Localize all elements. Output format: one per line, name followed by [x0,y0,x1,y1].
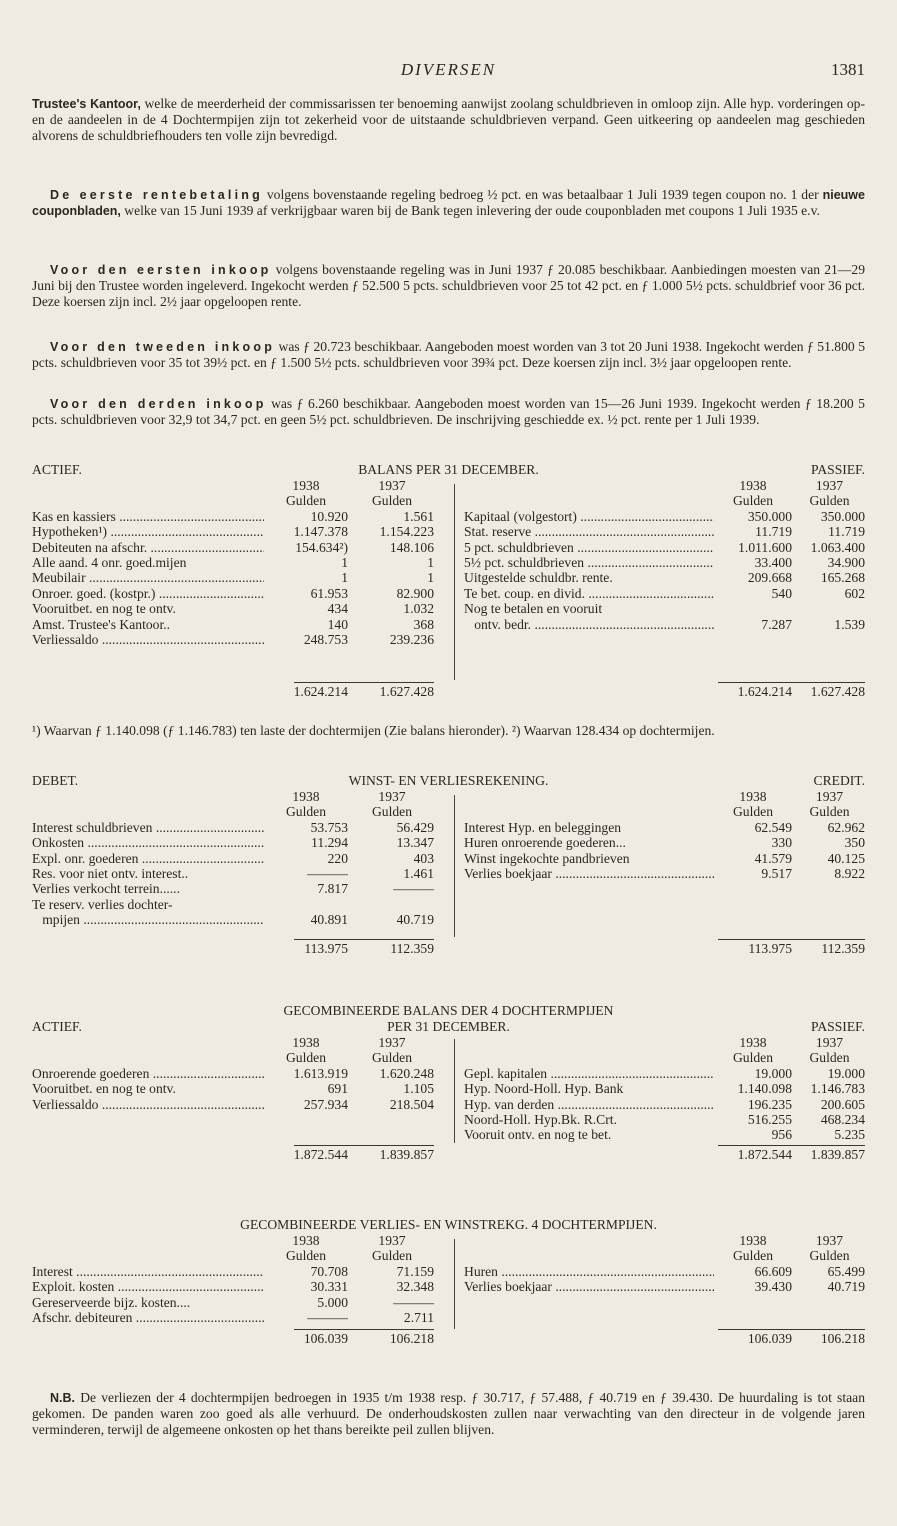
sum-rule [294,1329,434,1330]
row-label: Vooruit ontv. en nog te bet. [464,1127,612,1143]
table-row [32,1066,434,1081]
cell-value: 434 [327,601,348,617]
cell-value: 1 [427,554,434,570]
row-label: Kapitaal (volgestort) ..... [464,509,714,524]
row-label: Hyp. Noord-Holl. Hyp. Bank [464,1081,624,1097]
cell-value: ——— [393,1294,434,1310]
table-row [32,601,434,616]
rente-bold: nieuwe couponbladen, [32,188,865,219]
table-row [464,509,865,524]
cell-value: 468.234 [820,1111,865,1127]
table-row [464,540,865,555]
inkoop1-spaced: Voor den eersten inkoop [50,263,272,277]
row-label: Interest Hyp. en beleggingen [464,819,622,835]
cell-value: 209.668 [747,570,792,586]
cell-value: 40.891 [310,912,348,928]
table-row [464,1127,865,1142]
table-row [464,1097,865,1112]
cell-value: 1.839.857 [379,1147,434,1162]
cell-value: 56.429 [396,819,434,835]
row-label: Verlies verkocht terrein...... [32,881,180,897]
cell-value: 65.499 [827,1263,865,1279]
table-row [464,1066,865,1081]
rente-text-1: volgens bovenstaande regeling bedroeg ½ pct. en was betaalbaar 1 Juli 1939 tegen coupon no. 1 der [262,187,823,202]
cell-value: 82.900 [396,585,434,601]
balance-sheet [32,462,865,700]
row-label: Huren ..... [464,1264,714,1279]
row-label: Afschr. debiteuren ..... [32,1310,264,1325]
inkoop1-text: volgens bovenstaande regeling was in Juni 1937 ƒ 20.085 beschikbaar. Aanbiedingen moesten van 21—29 Juni bij den Trustee worden ingeleverd. Ingekocht werden ƒ 52.500 5 pcts. schuldbrieven voor 25 tot 42 pct. en ƒ 1.000 5½ pcts. schuldbrief voor 36 pct. Deze koersen zijn incl. 2½ jaar opgeloopen rente. [32,262,865,309]
rente-paragraph [32,187,865,220]
balans-title: BALANS PER 31 DECEMBER. [358,462,539,477]
cell-value: 1.140.098 [737,1081,792,1097]
cell-value: Gulden [732,493,774,509]
row-label: Onroer. goed. (kostpr.) ..... [32,586,264,601]
profit-loss-account [32,773,865,957]
cell-value: 34.900 [827,554,865,570]
row-label: Alle aand. 4 onr. goed.mijen [32,554,187,570]
row-label: Onkosten ..... [32,835,264,850]
table-row [32,866,434,881]
table-row [464,601,865,616]
row-label: 5 pct. schuldbrieven ..... [464,540,714,555]
row-label: Noord-Holl. Hyp.Bk. R.Crt. [464,1111,617,1127]
cell-value: 5.235 [834,1127,865,1143]
table-row [464,820,865,835]
cell-value: Gulden [809,804,850,820]
cell-value: 1.146.783 [810,1081,865,1097]
row-label: Onroerende goederen ..... [32,1066,264,1081]
gbal-title-line1: GECOMBINEERDE BALANS DER 4 DOCHTERMPIJEN [283,1003,614,1018]
year-header: 1937 [378,478,406,493]
cell-value: 7.287 [761,616,792,632]
table-row [464,617,865,632]
nb-text: De verliezen der 4 dochtermpijen bedroegen in 1935 t/m 1938 resp. ƒ 30.717, ƒ 57.488, ƒ 40.719 en ƒ 39.430. De huurdaling is tot staan gekomen. De panden waren zoo goed als alle verhuurd. De onderhoudskosten zullen naar verwachting van den directeur in de volgende jaren verminderen, terwijl de algemeene onkosten op het thans bereikte peil zullen blijven. [32,1390,865,1437]
column-divider [454,795,455,937]
cell-value: Gulden [732,1050,774,1066]
table-row [464,1112,865,1127]
cell-value: 1938 [292,1035,320,1050]
row-label: Uitgestelde schuldbr. rente. [464,570,613,586]
table-row [464,524,865,539]
total-1938: 1.624.214 [293,684,348,699]
cell-value: 1.872.544 [293,1147,348,1162]
row-label: Vooruitbet. en nog te ontv. [32,601,176,617]
cell-value: 40.125 [827,850,865,866]
table-row [32,1081,434,1096]
inkoop2-paragraph [32,339,865,371]
cell-value: 1.561 [403,508,434,524]
cell-value: 1 [341,570,348,586]
cell-value: 61.953 [310,585,348,601]
intro-paragraph [32,96,865,143]
cell-value: 1937 [815,478,844,493]
table-row [32,509,434,524]
row-label: Interest ..... [32,1264,264,1279]
table-row [464,1081,865,1096]
table-row [32,540,434,555]
cell-value: 1.613.919 [293,1065,348,1081]
cell-value: 1938 [739,1233,767,1248]
rente-text-2: welke van 15 Juni 1939 af verkrijgbaar waren bij de Bank tegen inlevering der oude couponbladen met coupons 1 Juli 1935 e.v. [120,203,820,219]
cell-value: 1 [341,554,348,570]
cell-value: 39.430 [754,1279,792,1295]
cell-value: 196.235 [747,1096,792,1112]
cell-value: 350.000 [747,508,792,524]
cell-value: 19.000 [754,1065,792,1081]
cell-value: 1937 [378,1035,406,1050]
cell-value: 1937 [815,1035,844,1050]
cell-value: 148.106 [389,539,434,555]
inkoop2-spaced: Voor den tweeden inkoop [50,340,276,354]
row-label: Verlies boekjaar ..... [464,1279,714,1294]
wv-left-title: DEBET. [32,773,79,788]
cell-value: 1.539 [834,616,865,632]
gvw-debet [32,1233,434,1325]
cell-value: 257.934 [303,1096,348,1112]
cell-value: 220 [327,850,348,866]
cell-value: 9.517 [761,865,792,881]
cell-value: 106.039 [747,1331,792,1346]
cell-value: 1938 [739,478,767,493]
row-label: ontv. bedr. ..... [464,617,714,632]
cell-value: 1937 [378,1233,406,1248]
row-label: Huren onroerende goederen... [464,835,626,851]
cell-value: 13.347 [396,835,434,851]
cell-value: 1.154.223 [379,524,434,540]
table-row [32,897,434,912]
cell-value: 403 [413,850,434,866]
sum-rule [718,682,865,683]
cell-value: 165.268 [820,570,865,586]
row-label: Exploit. kosten ..... [32,1279,264,1294]
row-label: Res. voor niet ontv. interest.. [32,865,189,881]
sum-rule [294,1145,434,1146]
cell-value: Gulden [371,1248,413,1264]
sum-rule [718,1329,865,1330]
sum-rule [294,682,434,683]
table-row [32,1295,434,1310]
cell-value: 112.359 [821,941,865,956]
cell-value: 113.975 [304,941,348,956]
row-label: Hyp. van derden ..... [464,1097,714,1112]
cell-value: 1937 [378,789,406,804]
gvw-title: GECOMBINEERDE VERLIES- EN WINSTREKG. 4 DOCHTERMPIJEN. [240,1217,657,1232]
year-header: 1938 [292,478,320,493]
column-divider [454,484,455,680]
cell-value: 10.920 [310,508,348,524]
cell-value: 106.218 [820,1331,865,1346]
page-number: 1381 [831,60,865,79]
table-row [32,851,434,866]
table-row [464,586,865,601]
inkoop3-text: was ƒ 6.260 beschikbaar. Aangeboden moest worden van 15—26 Juni 1939. Ingekocht werden ƒ 18.200 5 pcts. schuldbrieven voor 32,9 tot 34,7 pct. en geen 5½ pct. schuldbrieven. De inschrijving geschiedde ex. ½ pct. rente per 1 Juli 1939. [32,396,865,428]
column-divider [454,1039,455,1143]
cell-value: 516.255 [747,1111,792,1127]
row-label: Verliessaldo ..... [32,632,264,647]
column-divider [454,1239,455,1329]
cell-value: 62.962 [827,819,865,835]
total-1937: 1.627.428 [810,684,865,699]
wv-right-title: CREDIT. [813,773,865,788]
inkoop3-spaced: Voor den derden inkoop [50,397,267,411]
cell-value: ——— [307,1309,348,1325]
table-row [32,1279,434,1294]
cell-value: 200.605 [820,1096,865,1112]
inkoop2-text: was ƒ 20.723 beschikbaar. Aangeboden moest worden van 3 tot 20 Juni 1938. Ingekocht werden ƒ 51.800 5 pcts. schuldbrieven voor 35 tot 39½ pct. en ƒ 1.500 5½ pcts. schuldbrieven voor 39¾ pct. Deze koersen zijn incl. 3½ jaar opgeloopen rente. [32,339,865,371]
cell-value: 140 [327,616,348,632]
section-title: DIVERSEN [400,60,497,79]
wv-totals [32,941,865,957]
cell-value: 350 [844,835,865,851]
cell-value: 19.000 [827,1065,865,1081]
cell-value: Gulden [732,804,774,820]
sum-rule [294,939,434,940]
table-row [32,912,434,927]
balans-right-title: PASSIEF. [811,462,865,477]
cell-value: 1.105 [403,1081,434,1097]
cell-value: 66.609 [754,1263,792,1279]
wv-title: WINST- EN VERLIESREKENING. [348,773,549,788]
table-row [32,632,434,647]
cell-value: 350.000 [820,508,865,524]
balans-totals [32,684,865,700]
cell-value: Gulden [809,493,850,509]
sum-rule [718,1145,865,1146]
cell-value: Gulden [809,1050,850,1066]
table-row [32,1264,434,1279]
row-label: Interest schuldbrieven ..... [32,820,264,835]
row-label: Expl. onr. goederen ..... [32,851,264,866]
balans-actief [32,478,434,647]
cell-value: 70.708 [310,1263,348,1279]
wv-credit [464,789,865,881]
row-label: Verliessaldo ..... [32,1097,264,1112]
page-header [32,62,865,82]
cell-value: 1938 [739,789,767,804]
cell-value: 1 [427,570,434,586]
cell-value: 106.039 [303,1331,348,1346]
table-row [32,586,434,601]
row-label: Verlies boekjaar ..... [464,866,714,881]
table-row [464,835,865,850]
cell-value: 1938 [739,1035,767,1050]
cell-value: Gulden [809,1248,850,1264]
table-row [464,1279,865,1294]
cell-value: 1938 [292,789,320,804]
table-row [32,1310,434,1325]
row-label: Te bet. coup. en divid. ..... [464,586,714,601]
cell-value: ——— [393,881,434,897]
row-label: Gepl. kapitalen ..... [464,1066,714,1081]
cell-value: 7.817 [317,881,348,897]
cell-value: 1.461 [403,865,434,881]
row-label: Winst ingekochte pandbrieven [464,850,630,866]
inkoop3-paragraph [32,396,865,428]
cell-value: 1938 [292,1233,320,1248]
cell-value: 1.839.857 [810,1147,865,1162]
cell-value: 40.719 [396,912,434,928]
cell-value: 40.719 [827,1279,865,1295]
table-row [32,570,434,585]
cell-value: Gulden [285,1248,327,1264]
gvw-totals [32,1331,865,1347]
cell-value: 691 [327,1081,348,1097]
cell-value: 5.000 [317,1294,348,1310]
cell-value: 368 [413,616,434,632]
total-1937: 1.627.428 [379,684,434,699]
cell-value: 218.504 [389,1096,434,1112]
unit-header: Gulden [371,493,413,509]
cell-value: 1.147.378 [293,524,348,540]
row-label: Gereserveerde bijz. kosten.... [32,1294,191,1310]
cell-value: 248.753 [303,631,348,647]
cell-value: 1937 [815,1233,844,1248]
cell-value: 2.711 [403,1309,434,1325]
row-label: Debiteuten na afschr. ..... [32,540,264,555]
cell-value: 1.063.400 [810,539,865,555]
table-row [32,524,434,539]
intro-text: welke de meerderheid der commissarissen ter benoeming aanwijst zoolang schuldbrieven in omloop zijn. Alle hyp. vorderingen op- en de aandeelen in de 4 Dochtermpijen zijn tot zekerheid voor de uitstaande schuldbrieven verpand. Geen uitkeering op aandeelen mag geschieden alvorens de schuldbriefhouders ten volle zijn bevredigd. [32,96,865,143]
cell-value: 154.634²) [295,539,348,555]
cell-value: 32.348 [396,1279,434,1295]
cell-value: 8.922 [834,865,865,881]
cell-value: 33.400 [754,554,792,570]
cell-value: 330 [771,835,792,851]
cell-value: 602 [844,585,865,601]
unit-header: Gulden [285,493,327,509]
gbal-actief [32,1035,434,1112]
balans-footnote: ¹) Waarvan ƒ 1.140.098 (ƒ 1.146.783) ten laste der dochtermijen (Zie balans hieronder). ²) Waarvan 128.434 op dochtermijen. [32,723,715,738]
nb-paragraph [32,1390,865,1437]
cell-value: 41.579 [754,850,792,866]
cell-value: 53.753 [310,819,348,835]
cell-value: Gulden [371,804,413,820]
row-label: mpijen ..... [32,912,264,927]
balans-passief [464,478,865,632]
wv-debet [32,789,434,928]
cell-value: 30.331 [310,1279,348,1295]
cell-value: 1937 [815,789,844,804]
cell-value: 106.218 [389,1331,434,1346]
balans-left-title: ACTIEF. [32,462,82,477]
table-row [32,1097,434,1112]
row-label: Meubilair ..... [32,570,264,585]
cell-value: Gulden [371,1050,413,1066]
cell-value: Gulden [285,804,327,820]
gvw-credit [464,1233,865,1295]
cell-value: 11.719 [828,524,865,540]
cell-value: 1.032 [403,601,434,617]
cell-value: 540 [771,585,792,601]
row-label: Amst. Trustee's Kantoor.. [32,616,171,632]
row-label: Stat. reserve ..... [464,524,714,539]
table-row [32,555,434,570]
intro-bold: Trustee's Kantoor, [32,97,141,111]
cell-value: 1.872.544 [737,1147,792,1162]
cell-value: 956 [771,1127,792,1143]
table-row [32,881,434,896]
row-label: Vooruitbet. en nog te ontv. [32,1081,176,1097]
table-row [464,1264,865,1279]
combined-balance-sheet: GECOMBINEERDE BALANS DER 4 DOCHTERMPIJEN ACTIEF. PER 31 DECEMBER. PASSIEF. 1938 1937 Gulden Gulden Onroerende goederen ..... 1.613.919 1.620.248 Vooruitbet. en nog te ontv. 691 1.105 Verliessaldo ..... 257.934 218.504 1938 1937 Gulden Gulden Gepl. kapitalen ..... 19.000 19.000 Hyp. Noord-Holl. Hyp. Bank 1.140.098 1.146.783 Hyp. van derden ..... 196.235 200.605 Noord-Holl. Hyp.Bk. R.Crt. 516.255 468.234 Vooruit ontv. en nog te bet. 956 5.235 1.872.544 1.839.857 1.872.544 1.839.857 [32,1003,865,1163]
table-row [32,835,434,850]
gbal-passief [464,1035,865,1143]
row-label: 5½ pct. schuldbrieven ..... [464,555,714,570]
row-label: Te reserv. verlies dochter- [32,896,173,912]
nb-bold: N.B. [50,1391,75,1405]
table-row [464,555,865,570]
sum-rule [718,939,865,940]
table-row [32,820,434,835]
cell-value: 113.975 [748,941,792,956]
row-label: Hypotheken¹) ..... [32,524,264,539]
cell-value: 112.359 [390,941,434,956]
cell-value: ——— [307,865,348,881]
cell-value: 62.549 [754,819,792,835]
table-row [464,851,865,866]
combined-profit-loss [32,1217,865,1347]
cell-value: 239.236 [389,631,434,647]
cell-value: Gulden [285,1050,327,1066]
rente-spaced: De eerste rentebetaling [50,188,263,202]
table-row [464,866,865,881]
total-1938: 1.624.214 [737,684,792,699]
cell-value: Gulden [732,1248,774,1264]
gbal-totals [32,1147,865,1163]
cell-value: 11.719 [755,524,792,540]
cell-value: 1.620.248 [379,1065,434,1081]
cell-value: 71.159 [396,1263,434,1279]
inkoop1-paragraph [32,262,865,309]
row-label: Kas en kassiers ..... [32,509,264,524]
cell-value: 1.011.600 [738,539,792,555]
row-label: Nog te betalen en vooruit [464,601,603,617]
table-row [32,617,434,632]
table-row [464,570,865,585]
cell-value: 11.294 [311,835,348,851]
